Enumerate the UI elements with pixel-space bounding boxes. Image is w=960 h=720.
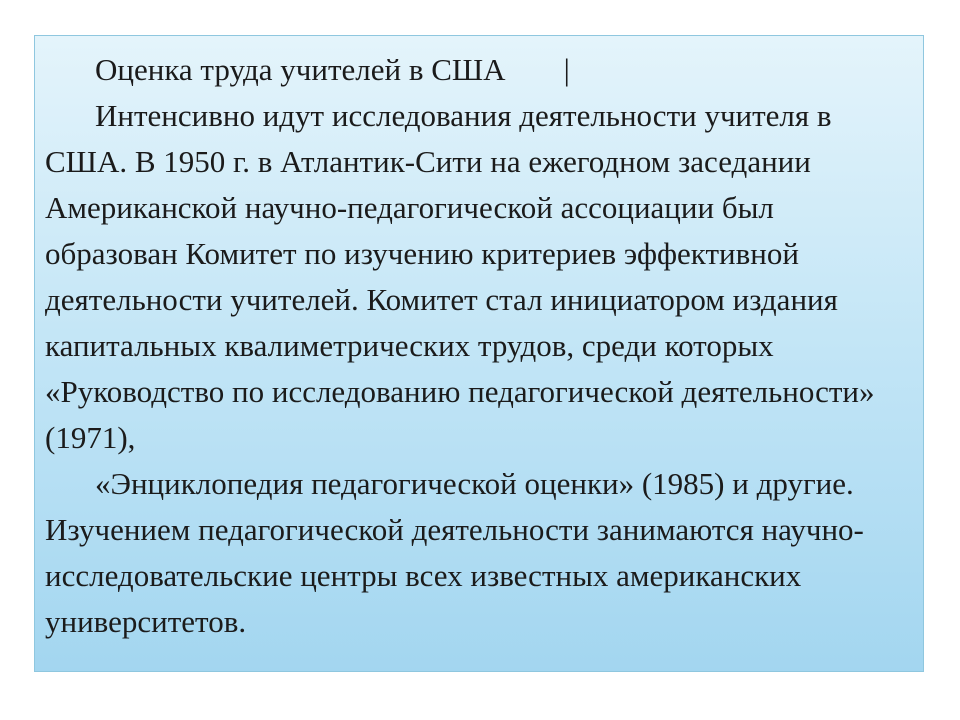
paragraph-1: Интенсивно идут исследования деятельности учителя в США. В 1950 г. в Атлантик-Сити на ежегодном заседании Американской научно-педагогической ассоциации был образован Комитет по изучению критериев эффективной деятельности учителей. Комитет стал инициатором издания капитальных квалиметрических трудов, среди которых «Руководство по исследованию педагогической деятельности» (1971), bbox=[45, 98, 875, 455]
paragraph-2: «Энциклопедия педагогической оценки» (1985) и другие. Изучением педагогической деятельности занимаются научно-исследовательские центры всех известных американских университетов. bbox=[45, 466, 864, 639]
heading-mark: | bbox=[563, 52, 570, 87]
slide-heading: Оценка труда учителей в США bbox=[95, 52, 506, 87]
text-box bbox=[34, 35, 924, 672]
slide-heading-line bbox=[45, 47, 913, 93]
